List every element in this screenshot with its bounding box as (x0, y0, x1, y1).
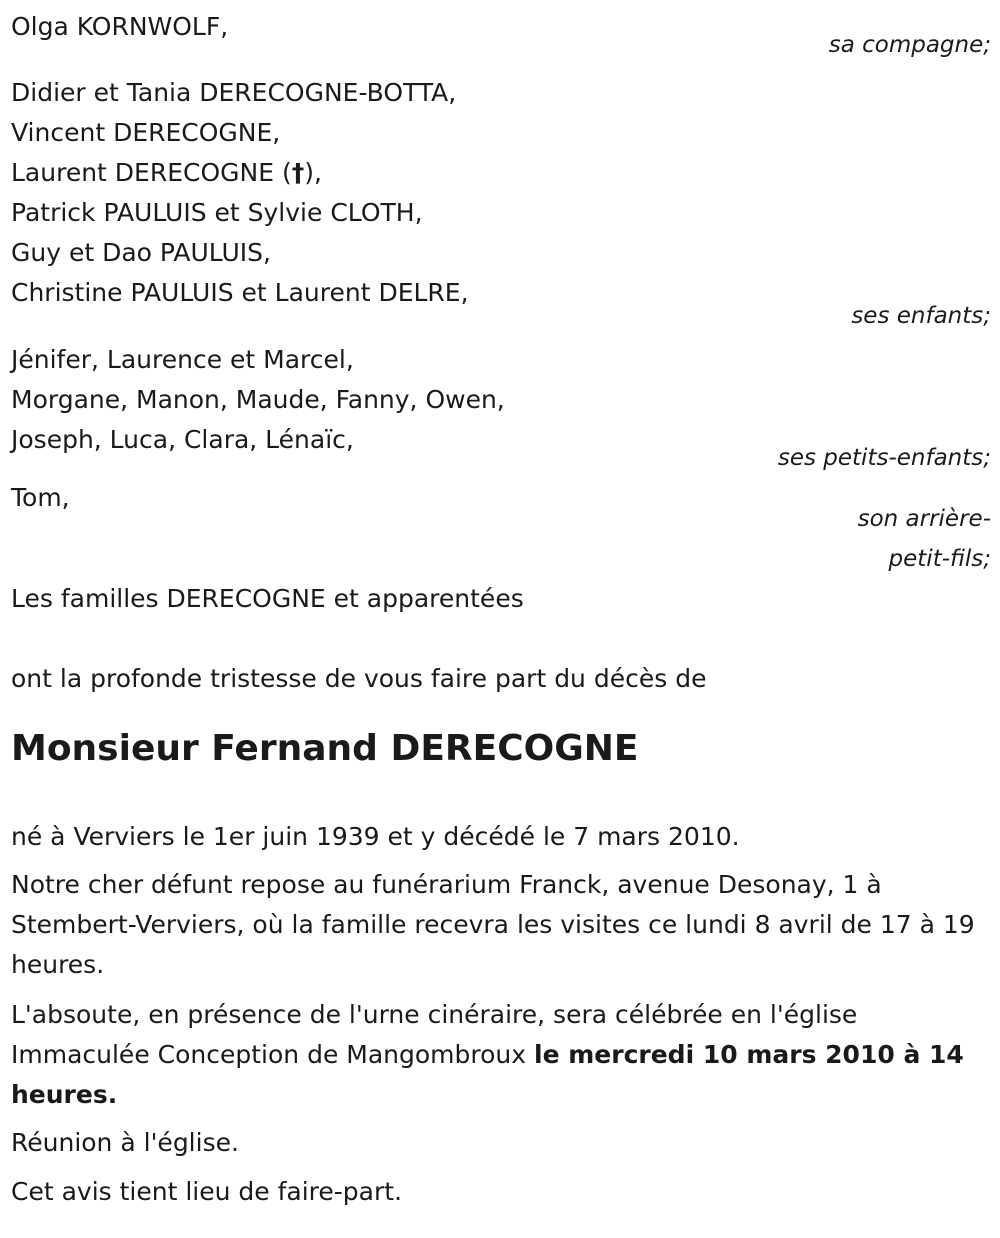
child-name: Guy et Dao PAULUIS, (11, 238, 271, 267)
children-section (11, 73, 991, 336)
great-grandchild-name: Tom, (11, 483, 70, 512)
reunion-paragraph: Réunion à l'église. (11, 1128, 239, 1157)
deceased-name: Monsieur Fernand DERECOGNE (11, 728, 639, 769)
repose-paragraph: Notre cher défunt repose au funérarium Franck, avenue Desonay, 1 à Stembert-Verviers, où la famille recevra les visites ce lundi 8 avril de 17 à 19 heures. (11, 870, 975, 979)
spouse-relation: sa compagne; (828, 32, 991, 58)
child-name-deceased (11, 153, 991, 193)
child-name-text: Laurent DERECOGNE ( (11, 158, 292, 187)
spouse-section (11, 7, 991, 65)
grandchild-names: Joseph, Luca, Clara, Lénaïc, (11, 425, 354, 454)
children-relation: ses enfants; (851, 303, 991, 329)
child-name: Christine PAULUIS et Laurent DELRE, (11, 278, 469, 307)
obituary-document (11, 0, 991, 1212)
absoute-date: le mercredi 10 mars 2010 à 14 heures. (11, 1040, 964, 1109)
great-grandchild-relation-line1: son arrière- (857, 506, 991, 532)
families-line: Les familles DERECOGNE et apparentées (11, 584, 524, 613)
birth-death-paragraph: né à Verviers le 1er juin 1939 et y décédé le 7 mars 2010. (11, 822, 740, 851)
child-name: Didier et Tania DERECOGNE-BOTTA, (11, 78, 457, 107)
notice-paragraph: Cet avis tient lieu de faire-part. (11, 1177, 403, 1206)
grandchildren-relation: ses petits-enfants; (777, 445, 991, 471)
grandchild-names: Morgane, Manon, Maude, Fanny, Owen, (11, 385, 505, 414)
spouse-name: Olga KORNWOLF, (11, 12, 229, 41)
absoute-paragraph (11, 995, 991, 1115)
child-name-suffix: ), (304, 158, 322, 187)
announcement-line: ont la profonde tristesse de vous faire part du décès de (11, 664, 707, 693)
grandchildren-section (11, 340, 991, 478)
grandchild-names: Jénifer, Laurence et Marcel, (11, 345, 354, 374)
great-grandchildren-section (11, 478, 991, 579)
child-name: Vincent DERECOGNE, (11, 118, 281, 147)
absoute-text: L'absoute, en présence de l'urne cinéraire, sera célébrée en l'église Immaculée Conception de Mangombroux (11, 1000, 858, 1069)
great-grandchild-relation-line2: petit-fils; (888, 546, 991, 572)
child-name: Patrick PAULUIS et Sylvie CLOTH, (11, 198, 423, 227)
cross-icon: † (291, 158, 305, 187)
